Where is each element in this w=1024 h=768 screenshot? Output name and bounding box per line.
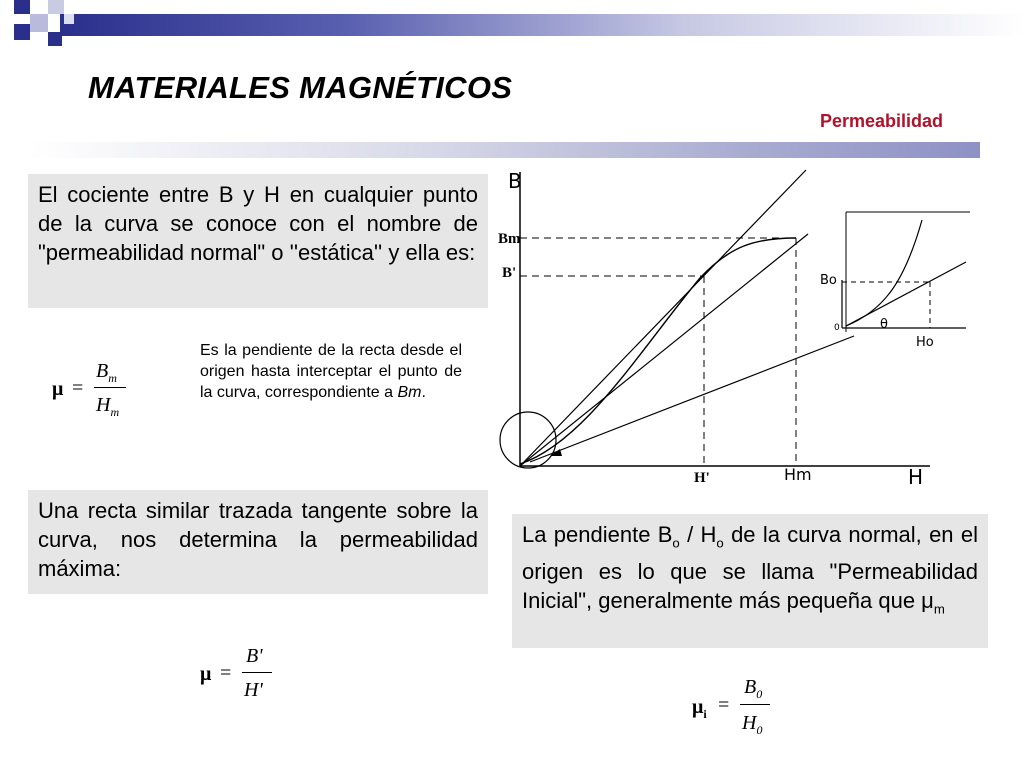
initial-sub-1: o	[672, 535, 680, 551]
formula-mu: μ	[200, 663, 212, 685]
formula-numerator: B'	[246, 645, 263, 667]
max-tangent-line	[520, 170, 806, 466]
formula-initial	[692, 676, 782, 738]
initial-sub-2: o	[716, 535, 724, 551]
deco-square	[30, 14, 48, 32]
magnetization-curve	[520, 238, 796, 464]
h-axis-label: H	[908, 465, 924, 489]
deco-square	[48, 32, 62, 46]
deco-square	[64, 14, 74, 24]
hm-label: Hm	[784, 465, 812, 484]
initial-text-3: de la curva normal, en el origen es lo que se llama "Permeabilidad Inicial", generalmente más pequeña que μ	[522, 522, 978, 614]
inset-tangent	[846, 262, 966, 326]
deco-square	[14, 0, 30, 14]
formula-mu	[692, 696, 707, 722]
formula-den-sub: m	[110, 405, 120, 419]
formula-den-letter: H	[742, 712, 757, 734]
inset-zero-label: 0	[834, 323, 840, 333]
inset-bo-label: Bo	[820, 273, 837, 288]
max-permeability-box	[28, 490, 488, 594]
page-subtitle: Permeabilidad	[820, 111, 944, 131]
initial-permeability-box	[512, 514, 988, 648]
note-text-end: .	[421, 384, 426, 401]
inset-ho-label: Ho	[916, 335, 934, 350]
formula-numerator	[744, 676, 762, 702]
formula-equals: =	[72, 377, 84, 399]
section-divider	[30, 142, 980, 158]
formula-normal	[52, 360, 142, 422]
formula-den-sub: 0	[756, 723, 763, 737]
initial-tangent-line	[530, 336, 854, 462]
max-permeability-text: Una recta similar trazada tangente sobre la curva, nos determina la permeabilidad máxima:	[38, 498, 478, 581]
initial-text-1: La pendiente B	[522, 522, 673, 547]
normal-permeability-note	[200, 340, 462, 403]
b-axis-label: B	[508, 169, 522, 193]
formula-numerator	[96, 360, 117, 386]
formula-num-letter: B	[744, 676, 757, 698]
fraction-bar	[740, 704, 770, 705]
deco-square	[14, 24, 30, 40]
formula-denominator: H'	[244, 679, 263, 701]
inset-theta-label: θ	[880, 317, 888, 332]
bprime-label: B'	[502, 265, 517, 281]
formula-mu-letter: μ	[692, 696, 704, 718]
normal-permeability-text: El cociente entre B y H en cualquier punto de la curva se conoce con el nombre de "permeabilidad normal" o ''estática'' y ella es:	[38, 182, 478, 265]
formula-den-letter: H	[96, 394, 111, 416]
fraction-bar	[242, 672, 272, 673]
magnetization-curve-diagram	[490, 160, 980, 496]
formula-num-letter: B	[96, 360, 109, 382]
formula-denominator	[96, 394, 119, 420]
formula-mu: μ	[52, 378, 64, 400]
formula-num-sub: m	[108, 371, 117, 385]
formula-max	[200, 645, 290, 707]
normal-permeability-box	[28, 174, 488, 308]
deco-square	[48, 0, 64, 14]
inset-curve	[846, 220, 922, 326]
formula-equals: =	[220, 662, 232, 684]
note-text: Es la pendiente de la recta desde el origen hasta interceptar el punto de la curva, correspondiente a	[200, 342, 462, 401]
formula-mu-sub: i	[703, 707, 707, 721]
fraction-bar	[94, 387, 126, 388]
initial-sub-3: m	[933, 601, 945, 617]
initial-text-2: / H	[679, 522, 717, 547]
formula-denominator	[742, 712, 762, 738]
top-decoration-bar	[0, 0, 1024, 48]
formula-equals: =	[718, 694, 730, 716]
hprime-label: H'	[694, 470, 710, 486]
bm-label: Bm	[498, 231, 521, 247]
top-gradient-band	[60, 14, 1024, 36]
page-title: MATERIALES MAGNÉTICOS	[88, 70, 513, 105]
note-emphasis: Bm	[397, 384, 422, 401]
normal-secant-line	[520, 234, 808, 466]
formula-num-sub: 0	[756, 687, 763, 701]
